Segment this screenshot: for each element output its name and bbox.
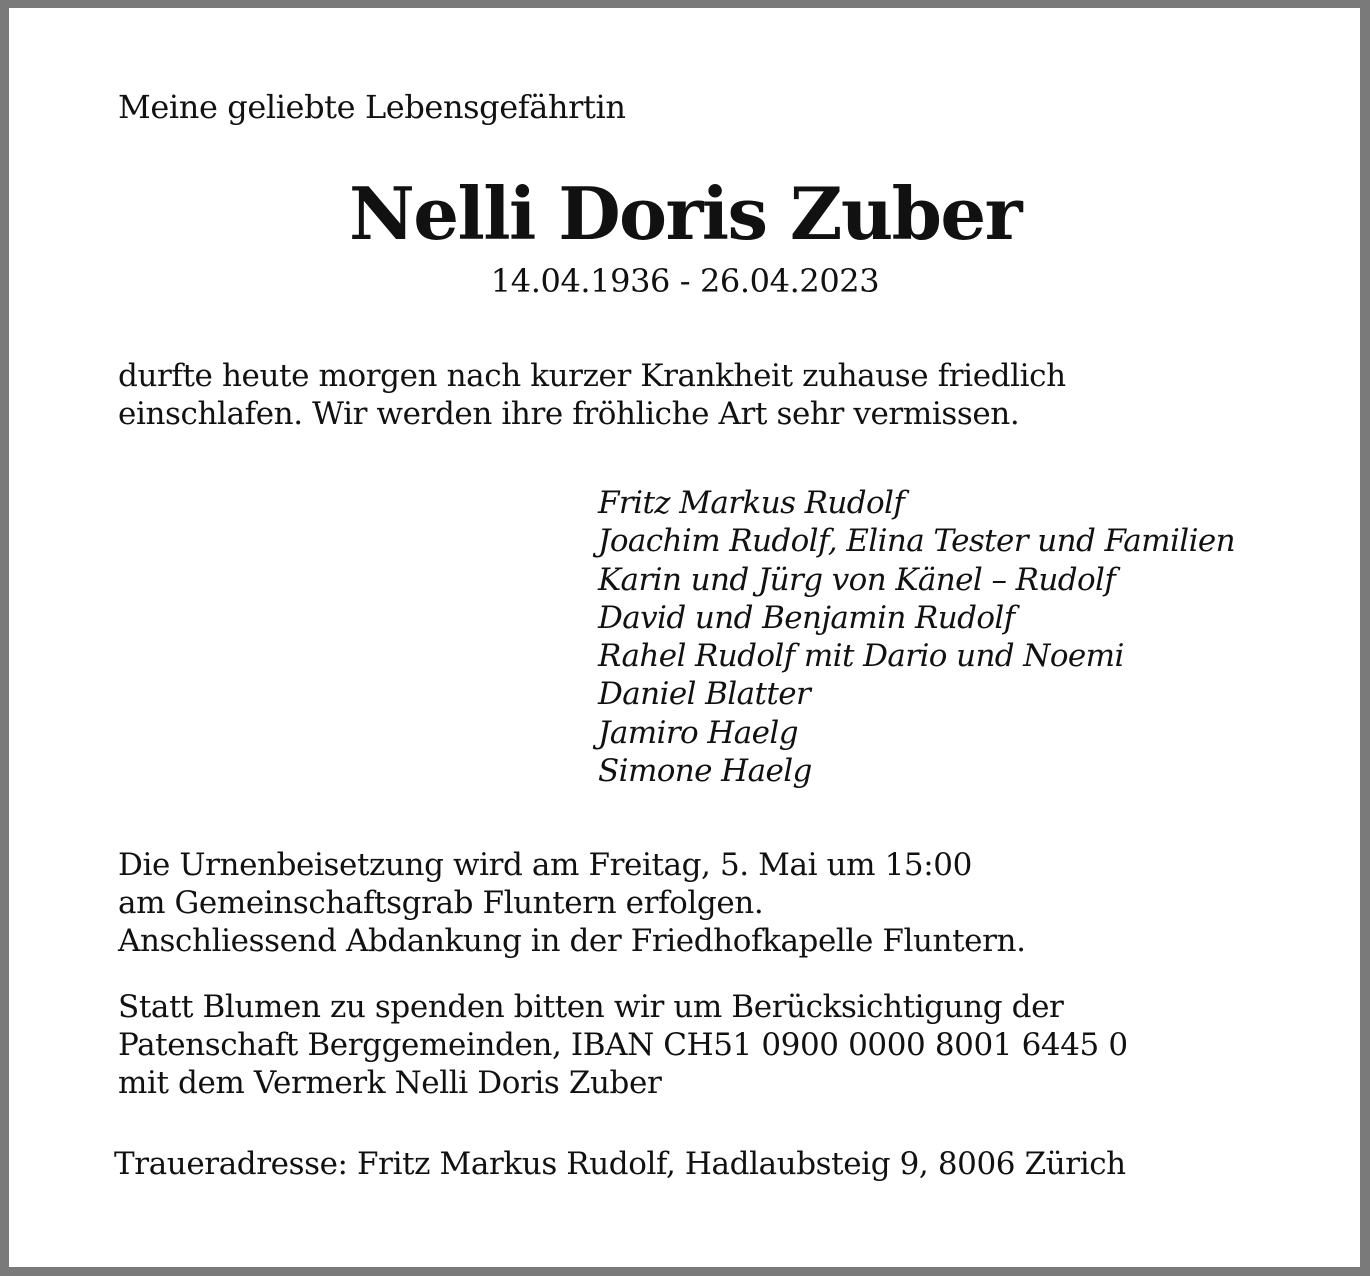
mourner-name: Fritz Markus Rudolf <box>598 485 905 521</box>
mourning-address: Traueradresse: Fritz Markus Rudolf, Hadlaubsteig 9, 8006 Zürich <box>114 1146 1126 1182</box>
announcement-paragraph <box>118 357 1066 433</box>
donation-line: Statt Blumen zu spenden bitten wir um Berücksichtigung der <box>118 989 1064 1025</box>
ceremony-line: Die Urnenbeisetzung wird am Freitag, 5. Mai um 15:00 <box>118 847 972 883</box>
mourner-name: Daniel Blatter <box>598 676 811 713</box>
mourner-name: Simone Haelg <box>598 753 812 790</box>
mourners-list <box>598 484 1235 790</box>
intro-text: Meine geliebte Lebensgefährtin <box>118 88 626 126</box>
ceremony-line: am Gemeinschaftsgrab Fluntern erfolgen. <box>118 885 764 921</box>
donation-paragraph <box>118 988 1128 1102</box>
donation-line: mit dem Vermerk Nelli Doris Zuber <box>118 1065 662 1101</box>
deceased-name: Nelli Doris Zuber <box>349 171 1021 256</box>
announcement-line: einschlafen. Wir werden ihre fröhliche Art sehr vermissen. <box>118 396 1020 432</box>
mourner-name: Rahel Rudolf mit Dario und Noemi <box>598 638 1124 675</box>
mourner-name: Joachim Rudolf, Elina Tester und Familien <box>598 523 1235 560</box>
ceremony-paragraph <box>118 846 1026 960</box>
announcement-line: durfte heute morgen nach kurzer Krankheit zuhause friedlich <box>118 358 1066 394</box>
mourner-name: David und Benjamin Rudolf <box>598 599 1015 636</box>
mourner-name: Karin und Jürg von Känel – Rudolf <box>598 561 1116 598</box>
mourner-name: Jamiro Haelg <box>598 714 798 751</box>
donation-line: Patenschaft Berggemeinden, IBAN CH51 0900 0000 8001 6445 0 <box>118 1027 1128 1063</box>
life-dates: 14.04.1936 - 26.04.2023 <box>490 262 880 300</box>
ceremony-line: Anschliessend Abdankung in der Friedhofkapelle Fluntern. <box>118 923 1026 959</box>
